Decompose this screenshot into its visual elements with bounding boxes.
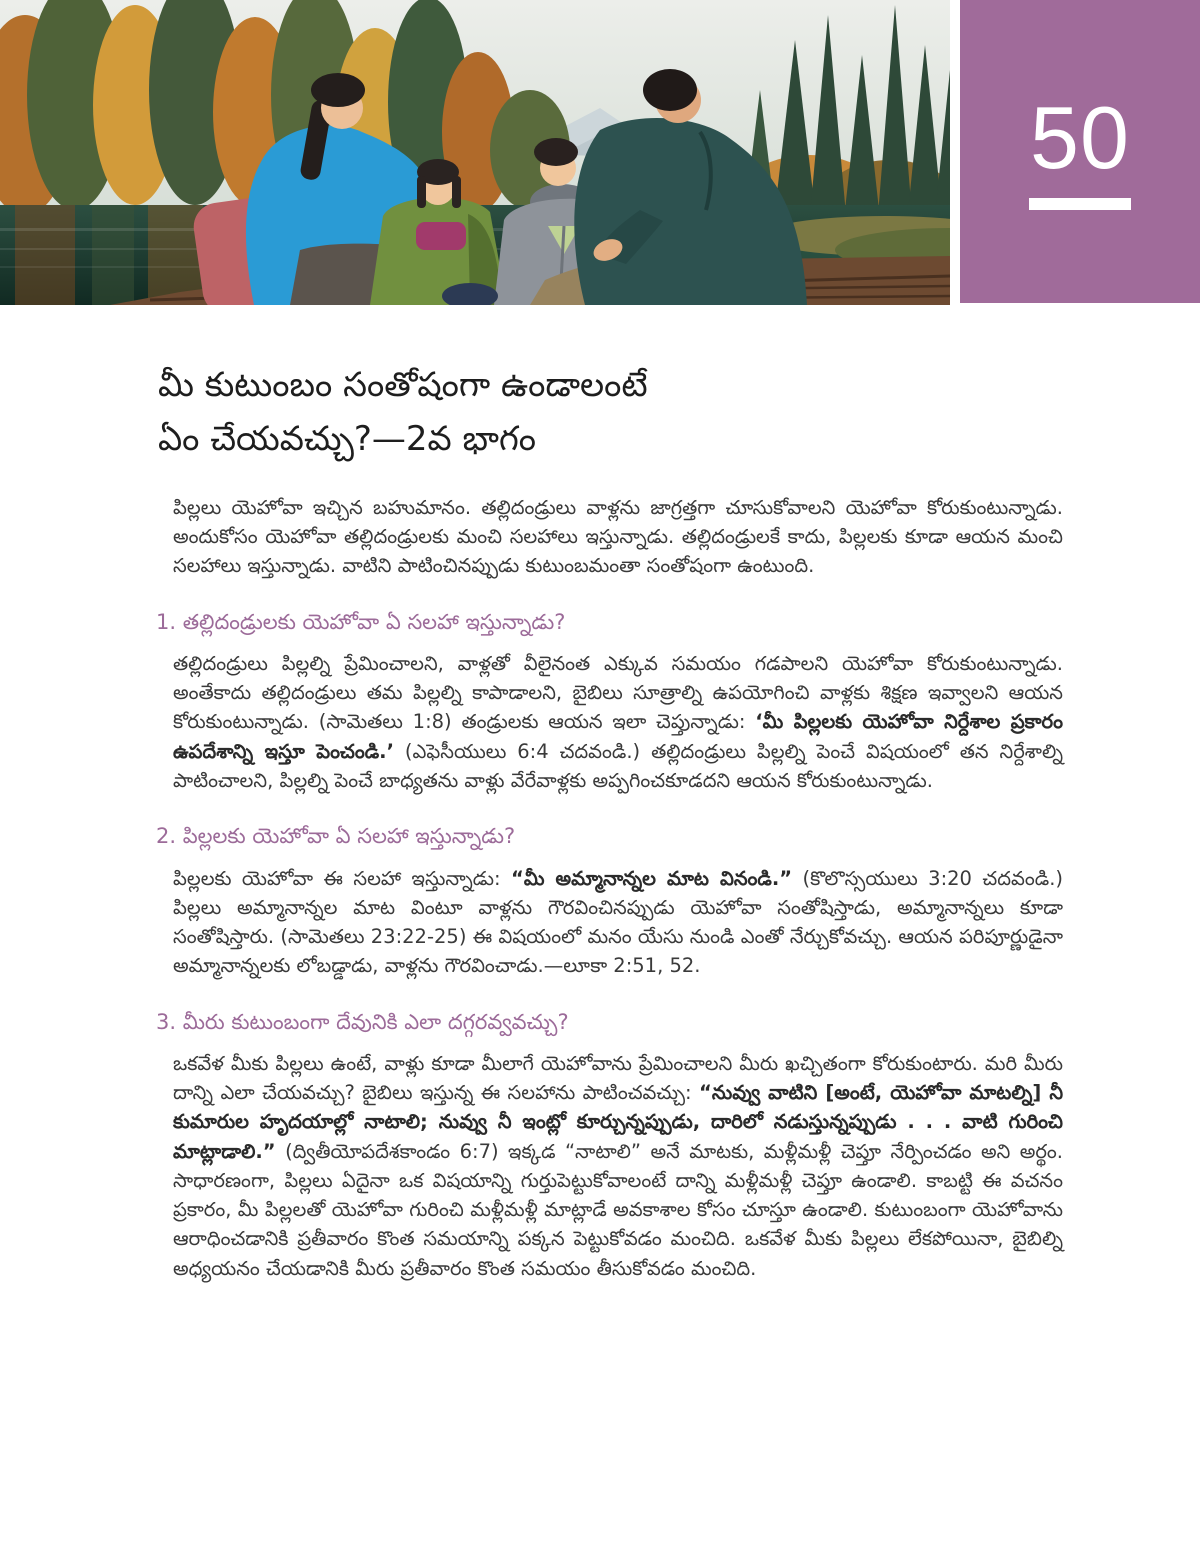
section-1 [0, 608, 1200, 796]
family-lakeside-photo [0, 0, 950, 305]
header [0, 0, 1200, 305]
question-3: 3. మీరు కుటుంబంగా దేవునికి ఎలా దగ్గరవ్వవచ్చు? [156, 1009, 569, 1034]
lesson-number-underline [1029, 198, 1131, 210]
text-run: (కొలొస్సయులు 3:20 చదవండి.) పిల్లలు అమ్మానాన్నల మాట వింటూ వాళ్లను గౌరవించినప్పుడు యెహోవా సంతోషిస్తాడు, అమ్మానాన్నలు కూడా సంతోషిస్తారు. (సామెతలు 23:22-25) ఈ విషయంలో మనం యేసు నుండి ఎంతో నేర్చుకోవచ్చు. ఆయన పరిపూర్ణుడైనా అమ్మానాన్నలకు లోబడ్డాడు, వాళ్లను గౌరవించాడు.—లూకా 2:51, 52. [173, 866, 1064, 978]
scripture-quote: “మీ అమ్మానాన్నల మాట వినండి.” [511, 866, 793, 890]
lesson-number-block [960, 0, 1200, 303]
scripture-quote: ‘మీ పిల్లలకు యెహోవా నిర్దేశాల ప్రకారం ఉపదేశాన్ని ఇస్తూ పెంచండి.’ [173, 710, 1063, 763]
section-2 [0, 822, 1200, 980]
lesson-content [0, 305, 1200, 1283]
section-3 [0, 1008, 1200, 1283]
text-run: (ఎఫెసీయులు 6:4 చదవండి.) తల్లిదండ్రులు పిల్లల్ని పెంచే విషయంలో తన నిర్దేశాల్ని పాటించాలని, పిల్లల్ని పెంచే బాధ్యతను వాళ్లు వేరేవాళ్లకు అప్పగించకూడదని ఆయన కోరుకుంటున్నాడు. [173, 739, 1064, 792]
paragraph-1 [173, 649, 1063, 795]
question-2: 2. పిల్లలకు యెహోవా ఏ సలహా ఇస్తున్నాడు? [156, 824, 516, 849]
title-line-1: మీ కుటుంబం సంతోషంగా ఉండాలంటే [158, 365, 648, 405]
paragraph-2 [173, 864, 1063, 981]
intro-paragraph: పిల్లలు యెహోవా ఇచ్చిన బహుమానం. తల్లిదండ్రులు వాళ్లను జాగ్రత్తగా చూసుకోవాలని యెహోవా కోరుకుంటున్నాడు. అందుకోసం యెహోవా తల్లిదండ్రులకు మంచి సలహాలు ఇస్తున్నాడు. తల్లిదండ్రులకే కాదు, పిల్లలకు కూడా ఆయన మంచి సలహాలు ఇస్తున్నాడు. వాటిని పాటించినప్పుడు కుటుంబమంతా సంతోషంగా ఉంటుంది. [173, 495, 1063, 578]
paragraph-3 [173, 1049, 1063, 1283]
text-run: ఒకవేళ మీకు పిల్లలు ఉంటే, వాళ్లు కూడా మీలాగే యెహోవాను ప్రేమించాలని మీరు ఖచ్చితంగా కోరుకుంటారు. మరి మీరు దాన్ని ఎలా చేయవచ్చు? బైబిలు ఇస్తున్న ఈ సలహాను పాటించవచ్చు: [173, 1051, 1063, 1105]
lesson-title [158, 358, 1063, 467]
photo-illustration [0, 0, 950, 305]
scripture-quote: “నువ్వు వాటిని [అంటే, యెహోవా మాటల్ని] నీ కుమారుల హృదయాల్లో నాటాలి; నువ్వు నీ ఇంట్లో కూర్చున్నప్పుడు, దారిలో నడుస్తున్నప్పుడు . . . వాటి గురించి మాట్లాడాలి.” [173, 1081, 1064, 1163]
lesson-number: 50 [1030, 87, 1130, 187]
text-run: (ద్వితీయోపదేశకాండం 6:7) ఇక్కడ “నాటాలి” అనే మాటకు, మళ్లీమళ్లీ చెప్తూ నేర్పించడం అని అర్థం. సాధారణంగా, పిల్లలు ఏదైనా ఒక విషయాన్ని గుర్తుపెట్టుకోవాలంటే దాన్ని మళ్లీమళ్లీ చెప్తూ ఉండాలి. కాబట్టి ఈ వచనం ప్రకారం, మీ పిల్లలతో యెహోవా గురించి మళ్లీమళ్లీ మాట్లాడే అవకాశాల కోసం చూస్తూ ఉండాలి. కుటుంబంగా యెహోవాను ఆరాధించడానికి ప్రతీవారం కొంత సమయాన్ని పక్కన పెట్టుకోవడం మంచిది. ఒకవేళ మీకు పిల్లలు లేకపోయినా, బైబిల్ని అధ్యయనం చేయడానికి మీరు ప్రతీవారం కొంత సమయం తీసుకోవడం మంచిది. [173, 1139, 1063, 1280]
question-1: 1. తల్లిదండ్రులకు యెహోవా ఏ సలహా ఇస్తున్నాడు? [156, 609, 566, 634]
title-line-2: ఏం చేయవచ్చు?—2వ భాగం [158, 419, 537, 460]
text-run: పిల్లలకు యెహోవా ఈ సలహా ఇస్తున్నాడు: [173, 866, 511, 890]
text-run: తల్లిదండ్రులు పిల్లల్ని ప్రేమించాలని, వాళ్లతో వీలైనంత ఎక్కువ సమయం గడపాలని యెహోవా కోరుకుంటున్నాడు. అంతేకాదు తల్లిదండ్రులు తమ పిల్లల్ని కాపాడాలని, బైబిలు సూత్రాల్ని ఉపయోగించి వాళ్లకు శిక్షణ ఇవ్వాలని ఆయన కోరుకుంటున్నాడు. (సామెతలు 1:8) తండ్రులకు ఆయన ఇలా చెప్తున్నాడు: [173, 651, 1063, 734]
